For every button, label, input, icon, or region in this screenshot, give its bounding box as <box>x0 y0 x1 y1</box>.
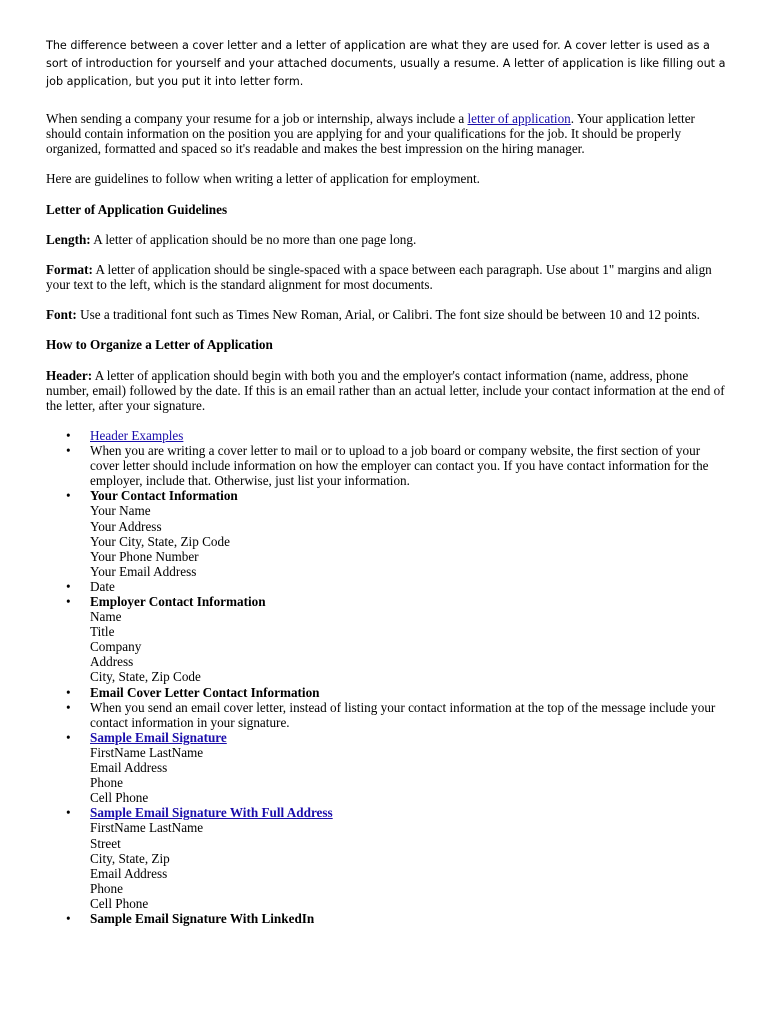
format-label: Format: <box>46 261 93 277</box>
bullet-icon: • <box>66 729 71 745</box>
signature-line: FirstName LastName <box>90 820 204 836</box>
signature-line: Email Address <box>90 760 168 776</box>
signature-line: Street <box>90 835 121 851</box>
employer-contact-line: City, State, Zip Code <box>90 669 201 685</box>
p1-text-after: . Your application letter should contain information on the position you are applying for and your qualifications for the job. It should be properly organized, formatted and spaced so it's readable and makes the best impression on the hiring manager. <box>46 111 695 157</box>
signature-line: FirstName LastName <box>90 744 204 760</box>
header-text: A letter of application should begin with both you and the employer's contact information (name, address, phone number, email) followed by the date. If this is an email rather than an actual letter, include your contact information at the end of the letter, after your signature. <box>46 367 725 413</box>
your-contact-line: Your Name <box>90 503 151 519</box>
date-text: Date <box>90 578 115 594</box>
paragraph-sending-resume <box>46 111 726 156</box>
your-contact-title: Your Contact Information <box>90 488 238 504</box>
intro-paragraph: The difference between a cover letter and a letter of application are what they are used for. A cover letter is used as a sort of introduction for yourself and your attached documents, usually a resume. A letter of application is like filling out a job application, but you put it into letter form. <box>46 39 726 88</box>
list-item <box>46 594 726 685</box>
sample-email-signature-link[interactable]: Sample Email Signature <box>90 729 227 745</box>
bullet-icon: • <box>66 578 71 594</box>
bullet-icon: • <box>66 684 71 700</box>
employer-contact-line: Name <box>90 609 122 625</box>
signature-line: Phone <box>90 880 123 896</box>
signature-line: Cell Phone <box>90 895 149 911</box>
signature-line: City, State, Zip <box>90 850 170 866</box>
sample-email-signature-full-address-link[interactable]: Sample Email Signature With Full Address <box>90 805 333 821</box>
length-label: Length: <box>46 231 91 247</box>
bullet-icon: • <box>66 594 71 609</box>
font-text: Use a traditional font such as Times New Roman, Arial, or Calibri. The font size should be between 10 and 12 points. <box>76 307 700 323</box>
document-body <box>46 111 726 926</box>
length-paragraph <box>46 232 726 247</box>
your-contact-line: Your City, State, Zip Code <box>90 533 230 549</box>
list-item <box>46 428 726 443</box>
list-item <box>46 911 726 926</box>
format-paragraph <box>46 262 726 292</box>
email-cover-title: Email Cover Letter Contact Information <box>90 684 320 700</box>
font-label: Font: <box>46 307 77 323</box>
sample-signature-linkedin-title: Sample Email Signature With LinkedIn <box>90 910 315 926</box>
signature-line: Phone <box>90 775 123 791</box>
employer-contact-line: Title <box>90 624 115 640</box>
organize-list <box>46 428 726 926</box>
bullet-icon: • <box>66 910 71 926</box>
p1-text-before: When sending a company your resume for a job or internship, always include a <box>46 111 468 126</box>
organize-heading-text: How to Organize a Letter of Application <box>46 337 273 353</box>
guidelines-heading <box>46 202 726 217</box>
when-email-text: When you send an email cover letter, instead of listing your contact information at the top of the message include your contact information in your signature. <box>90 699 716 730</box>
header-label: Header: <box>46 367 93 383</box>
organize-heading <box>46 337 726 352</box>
bullet-icon: • <box>66 488 71 504</box>
header-paragraph <box>46 368 726 413</box>
list-item <box>46 488 726 579</box>
length-text: A letter of application should be no more than one page long. <box>90 231 417 247</box>
font-paragraph <box>46 307 726 322</box>
paragraph-guidelines-intro: Here are guidelines to follow when writing a letter of application for employment. <box>46 171 480 187</box>
guidelines-heading-text: Letter of Application Guidelines <box>46 201 228 217</box>
when-writing-text: When you are writing a cover letter to mail or to upload to a job board or company website, the first section of your cover letter should include information on how the employer can contact you. If you have contact information for the employer, include that. Otherwise, just list your information. <box>90 443 709 489</box>
signature-line: Cell Phone <box>90 790 149 806</box>
letter-of-application-link[interactable]: letter of application <box>467 111 571 126</box>
signature-line: Email Address <box>90 865 168 881</box>
format-text: A letter of application should be single-spaced with a space between each paragraph. Use about 1" margins and align your text to the left, which is the standard alignment for most documents. <box>46 261 712 293</box>
your-contact-line: Your Address <box>90 518 162 534</box>
your-contact-line: Your Email Address <box>90 563 197 579</box>
header-examples-link[interactable]: Header Examples <box>90 427 184 443</box>
bullet-icon: • <box>66 427 71 443</box>
bullet-icon: • <box>66 443 71 459</box>
list-item <box>46 805 726 911</box>
your-contact-line: Your Phone Number <box>90 548 199 564</box>
list-item <box>46 685 726 700</box>
bullet-icon: • <box>66 805 71 821</box>
list-item <box>46 443 726 488</box>
list-item <box>46 700 726 730</box>
list-item <box>46 730 726 805</box>
bullet-icon: • <box>66 699 71 715</box>
employer-contact-title: Employer Contact Information <box>90 594 266 609</box>
list-item <box>46 579 726 594</box>
employer-contact-line: Address <box>90 654 134 670</box>
employer-contact-line: Company <box>90 639 142 655</box>
